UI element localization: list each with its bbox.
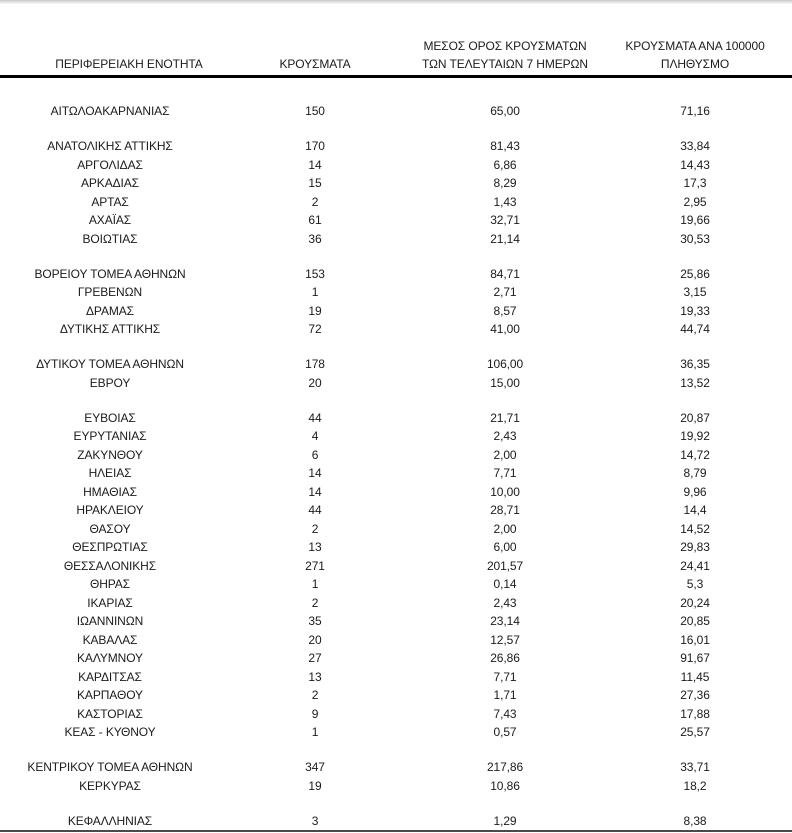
region-cell: ΚΑΡΠΑΘΟΥ <box>77 688 143 702</box>
header-per-100k <box>620 4 770 77</box>
avg7-cell: 41,00 <box>490 322 520 336</box>
group-spacer <box>0 339 792 356</box>
avg7-cell: 2,71 <box>493 285 517 299</box>
cases-cell: 27 <box>308 651 322 665</box>
row-spacer-cell <box>770 265 792 284</box>
region-cell: ΚΕΝΤΡΙΚΟΥ ΤΟΜΕΑ ΑΘΗΝΩΝ <box>27 760 193 774</box>
header-row <box>0 4 792 77</box>
avg7-cell: 1,71 <box>493 688 517 702</box>
per100k-cell: 13,52 <box>680 375 710 390</box>
region-cell: ΚΑΛΥΜΝΟΥ <box>77 651 143 665</box>
per100k-cell: 8,38 <box>683 813 707 828</box>
row-spacer-cell <box>770 668 792 687</box>
region-cell: ΙΩΑΝΝΙΝΩΝ <box>76 614 144 628</box>
group-spacer <box>0 77 792 103</box>
region-cell: ΘΗΡΑΣ <box>89 577 131 591</box>
table-row <box>0 612 792 631</box>
cases-cell: 14 <box>308 466 322 480</box>
region-cell: ΕΥΡΥΤΑΝΙΑΣ <box>73 429 147 443</box>
per100k-cell: 14,4 <box>683 503 707 517</box>
cases-cell: 20 <box>308 632 322 647</box>
region-cell: ΑΧΑΪΑΣ <box>88 213 132 227</box>
row-spacer-cell <box>770 193 792 212</box>
avg7-cell: 217,86 <box>486 760 524 774</box>
table-row <box>0 102 792 121</box>
per100k-cell: 19,92 <box>680 429 710 443</box>
row-spacer-cell <box>770 374 792 393</box>
per100k-cell: 71,16 <box>680 104 710 118</box>
region-cell: ΖΑΚΥΝΘΟΥ <box>77 447 143 462</box>
group-spacer-cell <box>0 392 792 409</box>
avg7-cell: 0,57 <box>493 725 517 739</box>
regional-cases-table <box>0 4 792 830</box>
avg7-cell: 7,71 <box>493 669 517 684</box>
avg7-cell: 1,29 <box>493 813 517 828</box>
cases-cell: 15 <box>308 176 322 190</box>
avg7-cell: 8,29 <box>493 176 517 190</box>
row-spacer-cell <box>770 501 792 520</box>
table-row <box>0 538 792 557</box>
table-row <box>0 758 792 777</box>
per100k-cell: 14,72 <box>680 447 710 462</box>
avg7-cell: 15,00 <box>490 375 520 390</box>
per100k-cell: 25,57 <box>680 725 710 739</box>
header-per-100k-line2: ΠΛΗΘΥΣΜΟ <box>660 57 730 71</box>
cases-cell: 153 <box>305 266 325 281</box>
region-cell: ΒΟΡΕΙΟΥ ΤΟΜΕΑ ΑΘΗΝΩΝ <box>34 266 186 281</box>
per100k-cell: 25,86 <box>680 266 710 281</box>
cases-cell: 72 <box>308 322 322 336</box>
avg7-cell: 2,00 <box>493 521 517 536</box>
group-spacer-cell <box>0 77 792 103</box>
cases-cell: 6 <box>311 447 319 462</box>
header-cases-label: ΚΡΟΥΣΜΑΤΑ <box>279 57 351 71</box>
cases-cell: 347 <box>305 760 325 774</box>
avg7-cell: 0,14 <box>493 577 517 591</box>
cases-cell: 14 <box>308 484 322 499</box>
header-regional-unit <box>0 4 240 77</box>
region-cell: ΚΑΒΑΛΑΣ <box>82 632 138 647</box>
table-row <box>0 686 792 705</box>
avg7-cell: 2,00 <box>493 447 517 462</box>
cases-cell: 4 <box>311 429 319 443</box>
table-row <box>0 193 792 212</box>
group-spacer-cell <box>0 795 792 812</box>
per100k-cell: 44,74 <box>680 322 710 336</box>
header-avg-7day-line1: ΜΕΣΟΣ ΟΡΟΣ ΚΡΟΥΣΜΑΤΩΝ <box>423 39 587 53</box>
row-spacer-cell <box>770 283 792 302</box>
cases-cell: 170 <box>305 139 325 153</box>
row-spacer-cell <box>770 174 792 193</box>
row-spacer-cell <box>770 427 792 446</box>
row-spacer-cell <box>770 705 792 724</box>
per100k-cell: 5,3 <box>686 577 704 591</box>
row-spacer-cell <box>770 409 792 428</box>
row-spacer-cell <box>770 137 792 156</box>
avg7-cell: 6,86 <box>493 157 517 172</box>
table-body <box>0 77 792 831</box>
group-spacer-cell <box>0 742 792 759</box>
row-spacer-cell <box>770 557 792 576</box>
table-header <box>0 4 792 77</box>
row-spacer-cell <box>770 230 792 249</box>
row-spacer-cell <box>770 156 792 175</box>
region-cell: ΗΡΑΚΛΕΙΟΥ <box>76 503 144 517</box>
row-spacer-cell <box>770 355 792 374</box>
group-spacer-cell <box>0 121 792 138</box>
per100k-cell: 3,15 <box>683 285 707 299</box>
table-row <box>0 355 792 374</box>
group-spacer-cell <box>0 339 792 356</box>
per100k-cell: 16,01 <box>680 632 710 647</box>
table-row <box>0 483 792 502</box>
table-row <box>0 668 792 687</box>
region-cell: ΑΡΚΑΔΙΑΣ <box>81 176 139 190</box>
cases-cell: 2 <box>311 521 319 536</box>
table-row <box>0 156 792 175</box>
table-row <box>0 230 792 249</box>
per100k-cell: 19,33 <box>680 303 710 318</box>
region-cell: ΗΜΑΘΙΑΣ <box>83 484 137 499</box>
cases-cell: 19 <box>308 778 322 793</box>
region-cell: ΓΡΕΒΕΝΩΝ <box>77 285 143 299</box>
per100k-cell: 8,79 <box>683 466 707 480</box>
report-sheet <box>0 4 792 832</box>
cases-cell: 61 <box>308 213 322 227</box>
cases-cell: 14 <box>308 157 322 172</box>
row-spacer-cell <box>770 520 792 539</box>
per100k-cell: 19,66 <box>680 213 710 227</box>
row-spacer-cell <box>770 575 792 594</box>
region-cell: ΔΥΤΙΚΗΣ ΑΤΤΙΚΗΣ <box>59 322 161 336</box>
cases-cell: 19 <box>308 303 322 318</box>
region-cell: ΚΕΡΚΥΡΑΣ <box>79 778 141 793</box>
row-spacer-cell <box>770 102 792 121</box>
table-row <box>0 283 792 302</box>
cases-cell: 2 <box>311 688 319 702</box>
row-spacer-cell <box>770 686 792 705</box>
avg7-cell: 7,43 <box>493 706 517 721</box>
per100k-cell: 91,67 <box>680 651 710 665</box>
avg7-cell: 21,14 <box>490 231 520 246</box>
region-cell: ΗΛΕΙΑΣ <box>88 466 132 480</box>
row-spacer-cell <box>770 446 792 465</box>
region-cell: ΔΡΑΜΑΣ <box>86 303 134 318</box>
table-row <box>0 594 792 613</box>
region-cell: ΑΡΓΟΛΙΔΑΣ <box>77 157 143 172</box>
cases-cell: 35 <box>308 614 322 628</box>
per100k-cell: 33,71 <box>680 760 710 774</box>
per100k-cell: 18,2 <box>683 778 707 793</box>
table-row <box>0 631 792 650</box>
per100k-cell: 17,88 <box>680 706 710 721</box>
per100k-cell: 20,85 <box>680 614 710 628</box>
table-row <box>0 265 792 284</box>
cases-cell: 3 <box>311 813 319 828</box>
avg7-cell: 201,57 <box>486 558 524 573</box>
per100k-cell: 17,3 <box>683 176 707 190</box>
avg7-cell: 23,14 <box>490 614 520 628</box>
cases-cell: 13 <box>308 540 322 554</box>
avg7-cell: 81,43 <box>490 139 520 153</box>
per100k-cell: 33,84 <box>680 139 710 153</box>
region-cell: ΑΙΤΩΛΟΑΚΑΡΝΑΝΙΑΣ <box>50 104 170 118</box>
cases-cell: 20 <box>308 375 322 390</box>
row-spacer-cell <box>770 758 792 777</box>
table-row <box>0 427 792 446</box>
avg7-cell: 65,00 <box>490 104 520 118</box>
table-row <box>0 211 792 230</box>
table-row <box>0 812 792 831</box>
row-spacer-cell <box>770 723 792 742</box>
per100k-cell: 9,96 <box>683 484 707 499</box>
region-cell: ΚΑΣΤΟΡΙΑΣ <box>77 706 143 721</box>
region-cell: ΕΥΒΟΙΑΣ <box>84 410 136 425</box>
avg7-cell: 26,86 <box>490 651 520 665</box>
table-row <box>0 649 792 668</box>
avg7-cell: 106,00 <box>486 357 524 371</box>
row-spacer-cell <box>770 649 792 668</box>
cases-cell: 1 <box>311 577 319 591</box>
region-cell: ΘΕΣΠΡΩΤΙΑΣ <box>72 540 148 554</box>
group-spacer <box>0 248 792 265</box>
table-row <box>0 137 792 156</box>
avg7-cell: 7,71 <box>493 466 517 480</box>
table-row <box>0 705 792 724</box>
table-row <box>0 575 792 594</box>
group-spacer <box>0 742 792 759</box>
row-spacer-cell <box>770 812 792 831</box>
table-row <box>0 320 792 339</box>
avg7-cell: 84,71 <box>490 266 520 281</box>
cases-cell: 13 <box>308 669 322 684</box>
table-row <box>0 174 792 193</box>
per100k-cell: 29,83 <box>680 540 710 554</box>
region-cell: ΚΕΑΣ - ΚΥΘΝΟΥ <box>64 725 156 739</box>
avg7-cell: 28,71 <box>490 503 520 517</box>
region-cell: ΘΕΣΣΑΛΟΝΙΚΗΣ <box>63 558 157 573</box>
region-cell: ΔΥΤΙΚΟΥ ΤΟΜΕΑ ΑΘΗΝΩΝ <box>36 357 184 371</box>
table-row <box>0 302 792 321</box>
avg7-cell: 10,86 <box>490 778 520 793</box>
region-cell: ΚΕΦΑΛΛΗΝΙΑΣ <box>67 813 153 828</box>
header-per-100k-line1: ΚΡΟΥΣΜΑΤΑ ΑΝΑ 100000 <box>625 39 765 53</box>
cases-cell: 2 <box>311 595 319 610</box>
cases-cell: 2 <box>311 194 319 209</box>
group-spacer-cell <box>0 248 792 265</box>
cases-cell: 44 <box>308 503 322 517</box>
row-spacer-cell <box>770 483 792 502</box>
avg7-cell: 1,43 <box>493 194 517 209</box>
cases-cell: 271 <box>305 558 325 573</box>
table-row <box>0 446 792 465</box>
table-row <box>0 409 792 428</box>
cases-cell: 1 <box>311 725 319 739</box>
table-row <box>0 777 792 796</box>
region-cell: ΑΡΤΑΣ <box>91 194 129 209</box>
header-avg-7day <box>390 4 620 77</box>
cases-cell: 36 <box>308 231 322 246</box>
row-spacer-cell <box>770 594 792 613</box>
region-cell: ΚΑΡΔΙΤΣΑΣ <box>78 669 142 684</box>
header-avg-7day-line2: ΤΩΝ ΤΕΛΕΥΤΑΙΩΝ 7 ΗΜΕΡΩΝ <box>422 57 588 71</box>
avg7-cell: 2,43 <box>493 429 517 443</box>
row-spacer-cell <box>770 302 792 321</box>
row-spacer-cell <box>770 612 792 631</box>
row-spacer-cell <box>770 777 792 796</box>
table-row <box>0 723 792 742</box>
per100k-cell: 30,53 <box>680 231 710 246</box>
per100k-cell: 27,36 <box>680 688 710 702</box>
region-cell: ΙΚΑΡΙΑΣ <box>87 595 133 610</box>
avg7-cell: 21,71 <box>490 410 520 425</box>
region-cell: ΘΑΣΟΥ <box>89 521 131 536</box>
header-cases <box>240 4 390 77</box>
table-row <box>0 374 792 393</box>
row-spacer-cell <box>770 538 792 557</box>
row-spacer-cell <box>770 211 792 230</box>
per100k-cell: 14,52 <box>680 521 710 536</box>
per100k-cell: 11,45 <box>680 669 710 684</box>
table-row <box>0 501 792 520</box>
table-row <box>0 464 792 483</box>
avg7-cell: 8,57 <box>493 303 517 318</box>
cases-cell: 1 <box>311 285 319 299</box>
cases-cell: 178 <box>305 357 325 371</box>
per100k-cell: 20,24 <box>680 595 710 610</box>
per100k-cell: 36,35 <box>680 357 710 371</box>
region-cell: ΕΒΡΟΥ <box>89 375 131 390</box>
cases-cell: 44 <box>308 410 322 425</box>
region-cell: ΒΟΙΩΤΙΑΣ <box>82 231 138 246</box>
table-row <box>0 557 792 576</box>
row-spacer-cell <box>770 320 792 339</box>
header-spacer <box>770 4 792 77</box>
avg7-cell: 6,00 <box>493 540 517 554</box>
per100k-cell: 20,87 <box>680 410 710 425</box>
per100k-cell: 14,43 <box>680 157 710 172</box>
region-cell: ΑΝΑΤΟΛΙΚΗΣ ΑΤΤΙΚΗΣ <box>47 139 173 153</box>
avg7-cell: 10,00 <box>490 484 520 499</box>
cases-cell: 9 <box>311 706 319 721</box>
per100k-cell: 2,95 <box>683 194 707 209</box>
row-spacer-cell <box>770 464 792 483</box>
per100k-cell: 24,41 <box>680 558 710 573</box>
cases-cell: 150 <box>305 104 325 118</box>
table-row <box>0 520 792 539</box>
avg7-cell: 12,57 <box>490 632 520 647</box>
header-regional-unit-label: ΠΕΡΙΦΕΡΕΙΑΚΗ ΕΝΟΤΗΤΑ <box>55 57 203 71</box>
group-spacer <box>0 121 792 138</box>
avg7-cell: 2,43 <box>493 595 517 610</box>
group-spacer <box>0 392 792 409</box>
group-spacer <box>0 795 792 812</box>
avg7-cell: 32,71 <box>490 213 520 227</box>
row-spacer-cell <box>770 631 792 650</box>
